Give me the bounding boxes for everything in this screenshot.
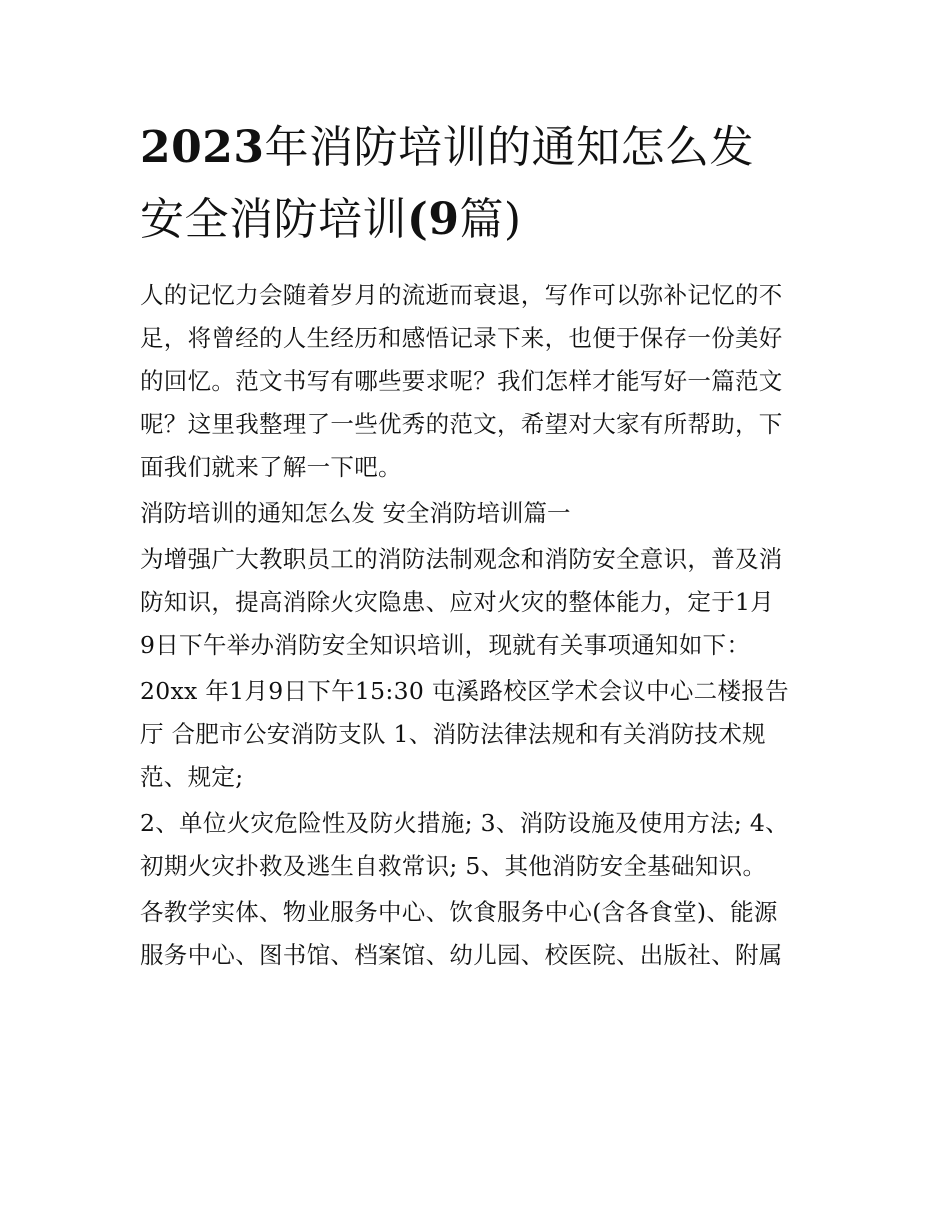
document-content bbox=[140, 112, 815, 977]
title-count: (9 bbox=[407, 194, 460, 245]
intro-line: 的回忆。范文书写有哪些要求呢？我们怎样才能写好一篇范文 bbox=[140, 367, 783, 395]
paragraph-line: 9日下午举办消防安全知识培训，现就有关事项通知如下： bbox=[140, 631, 751, 659]
document-title bbox=[140, 112, 815, 256]
paragraph-line: 范、规定; bbox=[140, 763, 244, 791]
paragraph-line: 为增强广大教职员工的消防法制观念和消防安全意识，普及消 bbox=[140, 545, 783, 573]
notice-paragraph-2 bbox=[140, 670, 815, 799]
title-line-1 bbox=[140, 112, 815, 184]
paragraph-line: 20xx 年1月9日下午15:30 屯溪路校区学术会议中心二楼报告 bbox=[140, 677, 789, 705]
paragraph-line: 厅 合肥市公安消防支队 1、消防法律法规和有关消防技术规 bbox=[140, 720, 766, 748]
title-line-2 bbox=[140, 184, 815, 256]
paragraph-line: 初期火灾扑救及逃生自救常识; 5、其他消防安全基础知识。 bbox=[140, 852, 767, 880]
intro-line: 呢？这里我整理了一些优秀的范文，希望对大家有所帮助，下 bbox=[140, 410, 783, 438]
paragraph-line: 各教学实体、物业服务中心、饮食服务中心(含各食堂)、能源 bbox=[140, 898, 778, 926]
notice-paragraph-4 bbox=[140, 891, 815, 977]
intro-line: 面我们就来了解一下吧。 bbox=[140, 453, 402, 481]
title-line-1-rest: 年消防培训的通知怎么发 bbox=[264, 122, 754, 173]
notice-paragraph-1 bbox=[140, 538, 815, 667]
intro-line: 人的记忆力会随着岁月的流逝而衰退，写作可以弥补记忆的不 bbox=[140, 281, 783, 309]
notice-paragraph-3 bbox=[140, 802, 815, 888]
intro-line: 足，将曾经的人生经历和感悟记录下来，也便于保存一份美好 bbox=[140, 324, 783, 352]
paragraph-line: 服务中心、图书馆、档案馆、幼儿园、校医院、出版社、附属 bbox=[140, 941, 783, 969]
paragraph-line: 防知识，提高消除火灾隐患、应对火灾的整体能力，定于1月 bbox=[140, 588, 775, 616]
intro-paragraph bbox=[140, 274, 815, 489]
title-year: 2023 bbox=[140, 122, 265, 173]
paragraph-line: 2、单位火灾危险性及防火措施; 3、消防设施及使用方法; 4、 bbox=[140, 809, 789, 837]
title-line-2-end: 篇) bbox=[459, 194, 522, 245]
title-line-2-text: 安全消防培训 bbox=[140, 194, 407, 245]
section-heading: 消防培训的通知怎么发 安全消防培训篇一 bbox=[140, 499, 571, 527]
